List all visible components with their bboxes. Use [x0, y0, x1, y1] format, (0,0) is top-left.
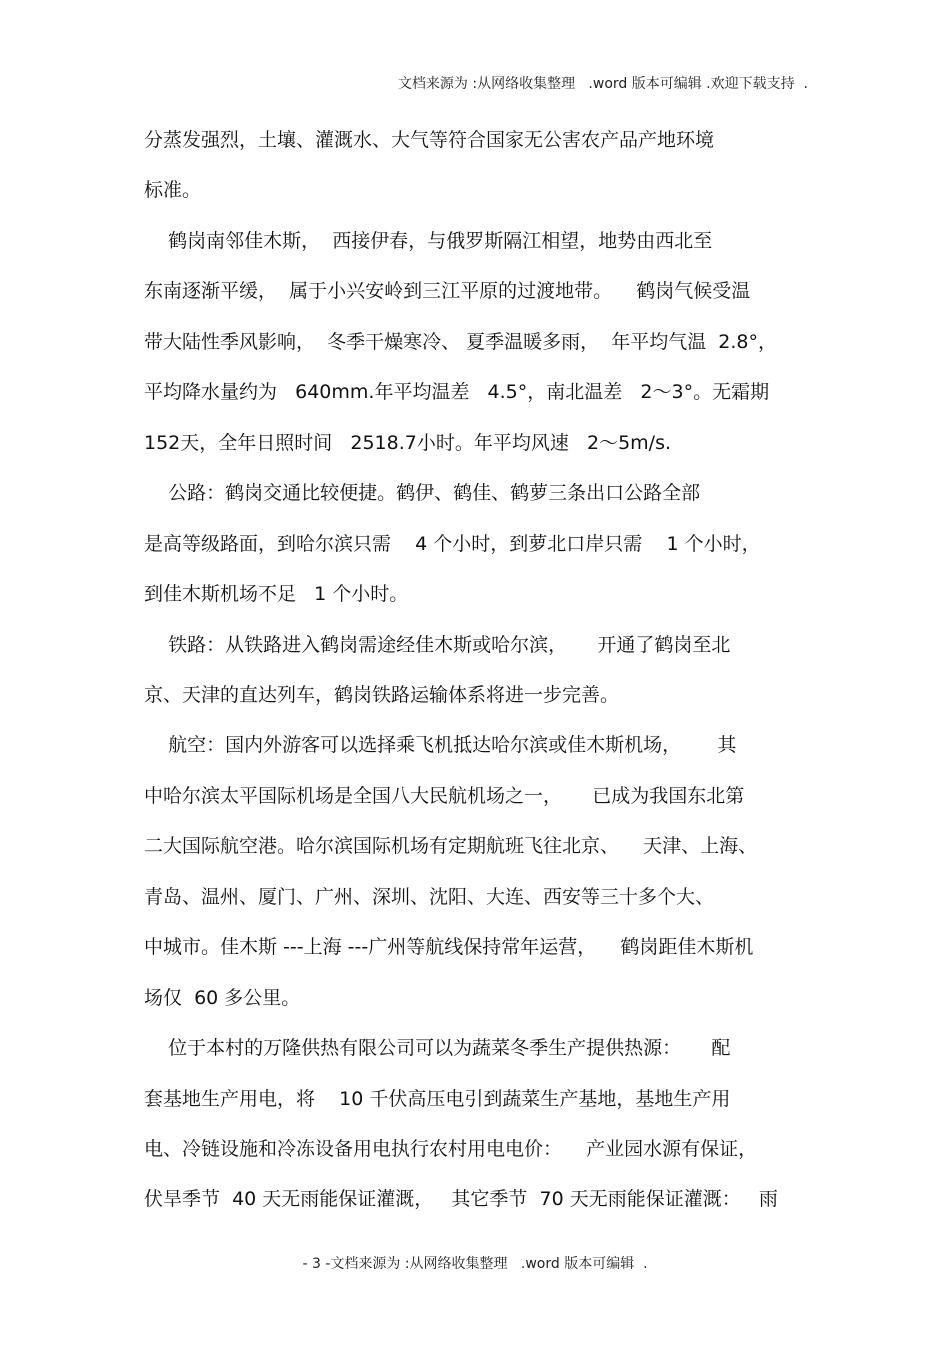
text-line: 中城市。佳木斯 ---上海 ---广州等航线保持常年运营， 鹤岗距佳木斯机	[144, 936, 754, 958]
text-line: 标准。	[144, 179, 202, 201]
text-line: 场仅 60 多公里。	[144, 987, 301, 1009]
text-line: 是高等级路面，到哈尔滨只需 4 个小时，到萝北口岸只需 1 个小时，	[144, 533, 761, 555]
text-line: 152天，全年日照时间 2518.7小时。年平均风速 2～5m/s.	[144, 432, 672, 454]
text-line: 公路：鹤岗交通比较便捷。鹤伊、鹤佳、鹤萝三条出口公路全部	[144, 482, 701, 504]
page-footer: - 3 -文档来源为 :从网络收集整理 .word 版本可编辑 .	[302, 1256, 648, 1272]
text-line: 二大国际航空港。哈尔滨国际机场有定期航班飞往北京、 天津、上海、	[144, 835, 758, 857]
text-line: 青岛、温州、厦门、广州、深圳、沈阳、大连、西安等三十多个大、	[144, 886, 715, 908]
text-line: 京、天津的直达列车，鹤岗铁路运输体系将进一步完善。	[144, 684, 620, 706]
text-line: 航空：国内外游客可以选择乘飞机抵达哈尔滨或佳木斯机场， 其	[144, 734, 737, 756]
text-line: 位于本村的万隆供热有限公司可以为蔬菜冬季生产提供热源： 配	[144, 1037, 731, 1059]
text-line: 套基地生产用电，将 10 千伏高压电引到蔬菜生产基地，基地生产用	[144, 1088, 731, 1110]
text-line: 电、冷链设施和冷冻设备用电执行农村用电电价： 产业园水源有保证，	[144, 1138, 758, 1160]
text-line: 东南逐渐平缓， 属于小兴安岭到三江平原的过渡地带。 鹤岗气候受温	[144, 280, 751, 302]
text-line: 分蒸发强烈，土壤、灌溉水、大气等符合国家无公害农产品产地环境	[144, 129, 715, 151]
text-line: 伏旱季节 40 天无雨能保证灌溉， 其它季节 70 天无雨能保证灌溉： 雨	[144, 1188, 778, 1210]
text-line: 中哈尔滨太平国际机场是全国八大民航机场之一， 已成为我国东北第	[144, 785, 745, 807]
page-header: 文档来源为 :从网络收集整理 .word 版本可编辑 .欢迎下载支持 .	[397, 76, 808, 92]
text-line: 到佳木斯机场不足 1 个小时。	[144, 583, 409, 605]
text-line: 平均降水量约为 640mm.年平均温差 4.5°，南北温差 2～3°。无霜期	[144, 381, 770, 403]
text-line: 带大陆性季风影响， 冬季干燥寒冷、 夏季温暖多雨， 年平均气温 2.8°，	[144, 331, 777, 353]
text-line: 铁路：从铁路进入鹤岗需途经佳木斯或哈尔滨， 开通了鹤岗至北	[144, 634, 731, 656]
text-line: 鹤岗南邻佳木斯， 西接伊春，与俄罗斯隔江相望，地势由西北至	[144, 230, 713, 252]
